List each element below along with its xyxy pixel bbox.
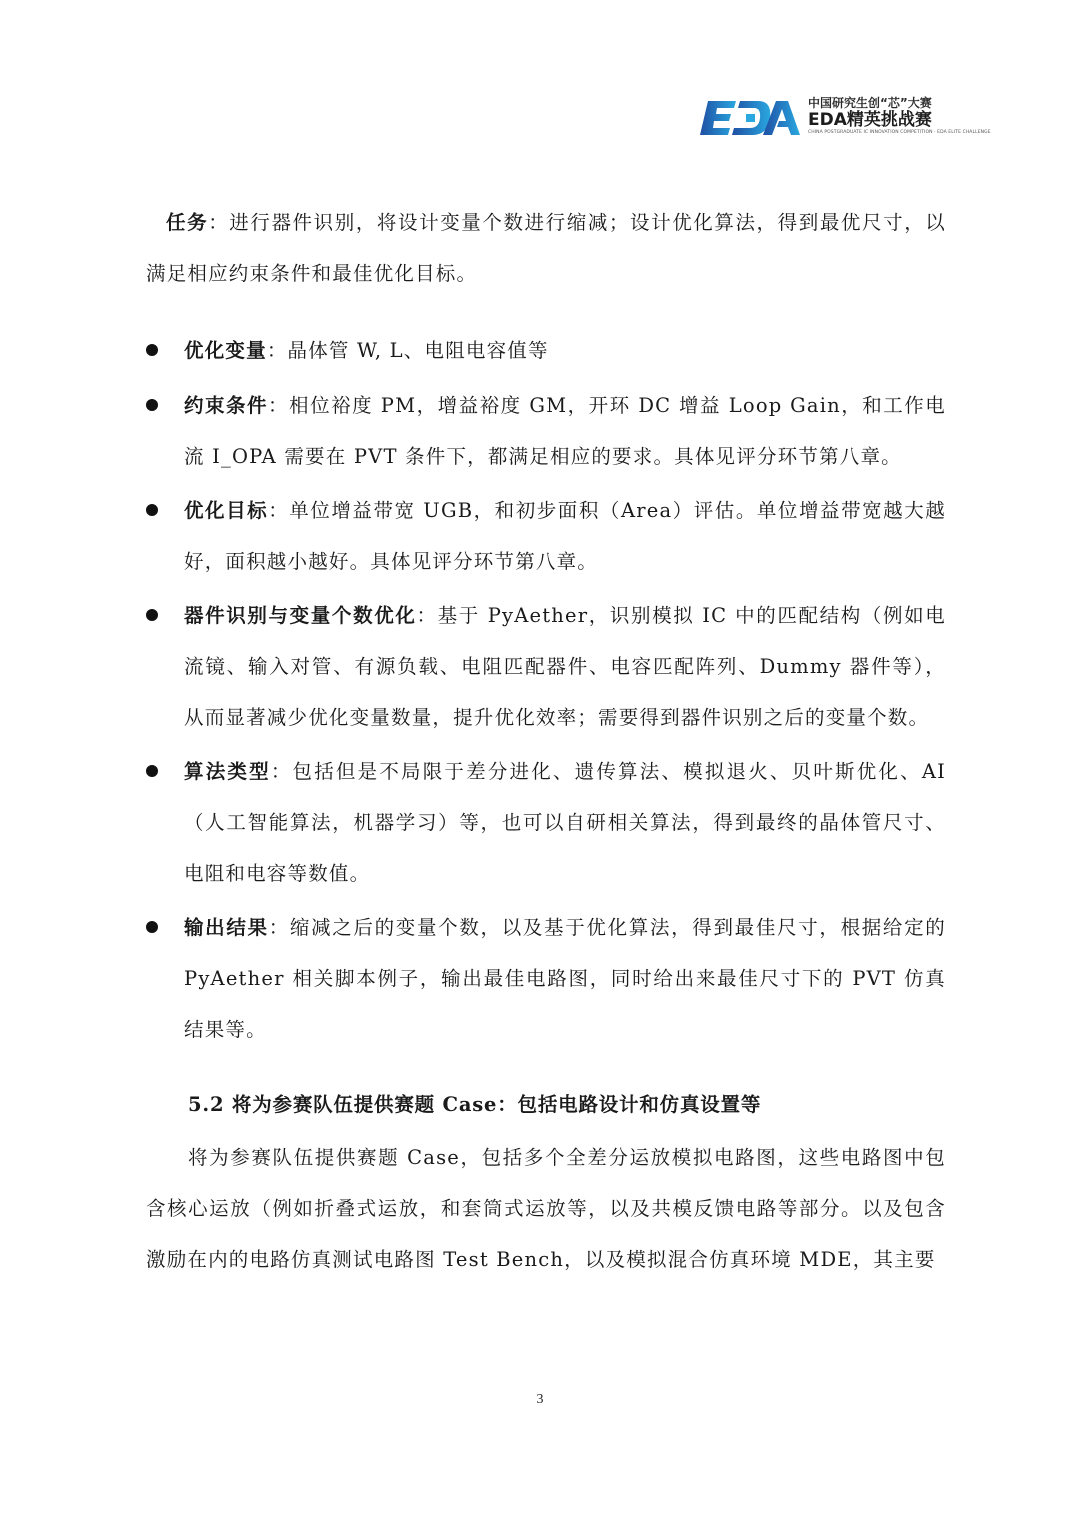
logo-english-name: CHINA POSTGRADUATE IC INNOVATION COMPETITION · EDA ELITE CHALLENGE <box>808 130 991 135</box>
page-number: 3 <box>536 1392 544 1407</box>
list-item-text: ：缩减之后的变量个数，以及基于优化算法，得到最佳尺寸，根据给定的 PyAether 相关脚本例子，输出最佳电路图，同时给出来最佳尺寸下的 PVT 仿真结果等。 <box>184 916 946 1041</box>
list-item-label: 输出结果 <box>184 916 269 939</box>
list-item-label: 算法类型 <box>184 760 271 783</box>
list-item-label: 器件识别与变量个数优化 <box>184 604 417 627</box>
task-text: ：进行器件识别，将设计变量个数进行缩减；设计优化算法，得到最优尺寸，以满足相应约束条件和最佳优化目标。 <box>146 211 946 285</box>
bullet-dot-icon <box>146 344 158 356</box>
list-item <box>146 902 946 1055</box>
bullet-dot-icon <box>146 921 158 933</box>
section-heading: 5.2 将为参赛队伍提供赛题 Case：包括电路设计和仿真设置等 <box>188 1093 762 1116</box>
bullet-dot-icon <box>146 504 158 516</box>
bullet-dot-icon <box>146 765 158 777</box>
eda-logo-text <box>808 96 991 136</box>
list-item-text: ：单位增益带宽 UGB，和初步面积（Area）评估。单位增益带宽越大越好，面积越小越好。具体见评分环节第八章。 <box>184 499 946 573</box>
list-item <box>146 590 946 743</box>
list-item-label: 优化变量 <box>184 339 267 362</box>
list-item-text: ：包括但是不局限于差分进化、遗传算法、模拟退火、贝叶斯优化、AI（人工智能算法，机器学习）等，也可以自研相关算法，得到最终的晶体管尺寸、电阻和电容等数值。 <box>184 760 946 885</box>
section-body-paragraph: 将为参赛队伍提供赛题 Case，包括多个全差分运放模拟电路图，这些电路图中包含核心运放（例如折叠式运放，和套筒式运放等，以及共模反馈电路等部分。以及包含激励在内的电路仿真测试电路图 Test Bench，以及模拟混合仿真环境 MDE，其主要 <box>146 1146 946 1271</box>
list-item <box>146 746 946 899</box>
task-label: 任务 <box>166 211 209 234</box>
requirements-list <box>146 325 946 1055</box>
logo-competition-name: 中国研究生创“芯”大赛 <box>808 96 932 110</box>
eda-logo-mark-icon <box>700 98 804 138</box>
list-item <box>146 485 946 587</box>
bullet-dot-icon <box>146 609 158 621</box>
list-item <box>146 325 946 376</box>
list-item-label: 约束条件 <box>184 394 269 417</box>
task-paragraph <box>146 197 946 299</box>
list-item-text: ：相位裕度 PM，增益裕度 GM，开环 DC 增益 Loop Gain，和工作电流 I_OPA 需要在 PVT 条件下，都满足相应的要求。具体见评分环节第八章。 <box>184 394 946 468</box>
logo-challenge-name: EDA精英挑战赛 <box>808 110 932 130</box>
list-item-label: 优化目标 <box>184 499 269 522</box>
list-item-text: ：晶体管 W, L、电阻电容值等 <box>266 339 549 362</box>
bullet-dot-icon <box>146 399 158 411</box>
list-item-text: ：基于 PyAether，识别模拟 IC 中的匹配结构（例如电流镜、输入对管、有源负载、电阻匹配器件、电容匹配阵列、Dummy 器件等），从而显著减少优化变量数量，提升优化效率；需要得到器件识别之后的变量个数。 <box>184 604 946 729</box>
list-item <box>146 380 946 482</box>
eda-logo <box>700 96 991 142</box>
